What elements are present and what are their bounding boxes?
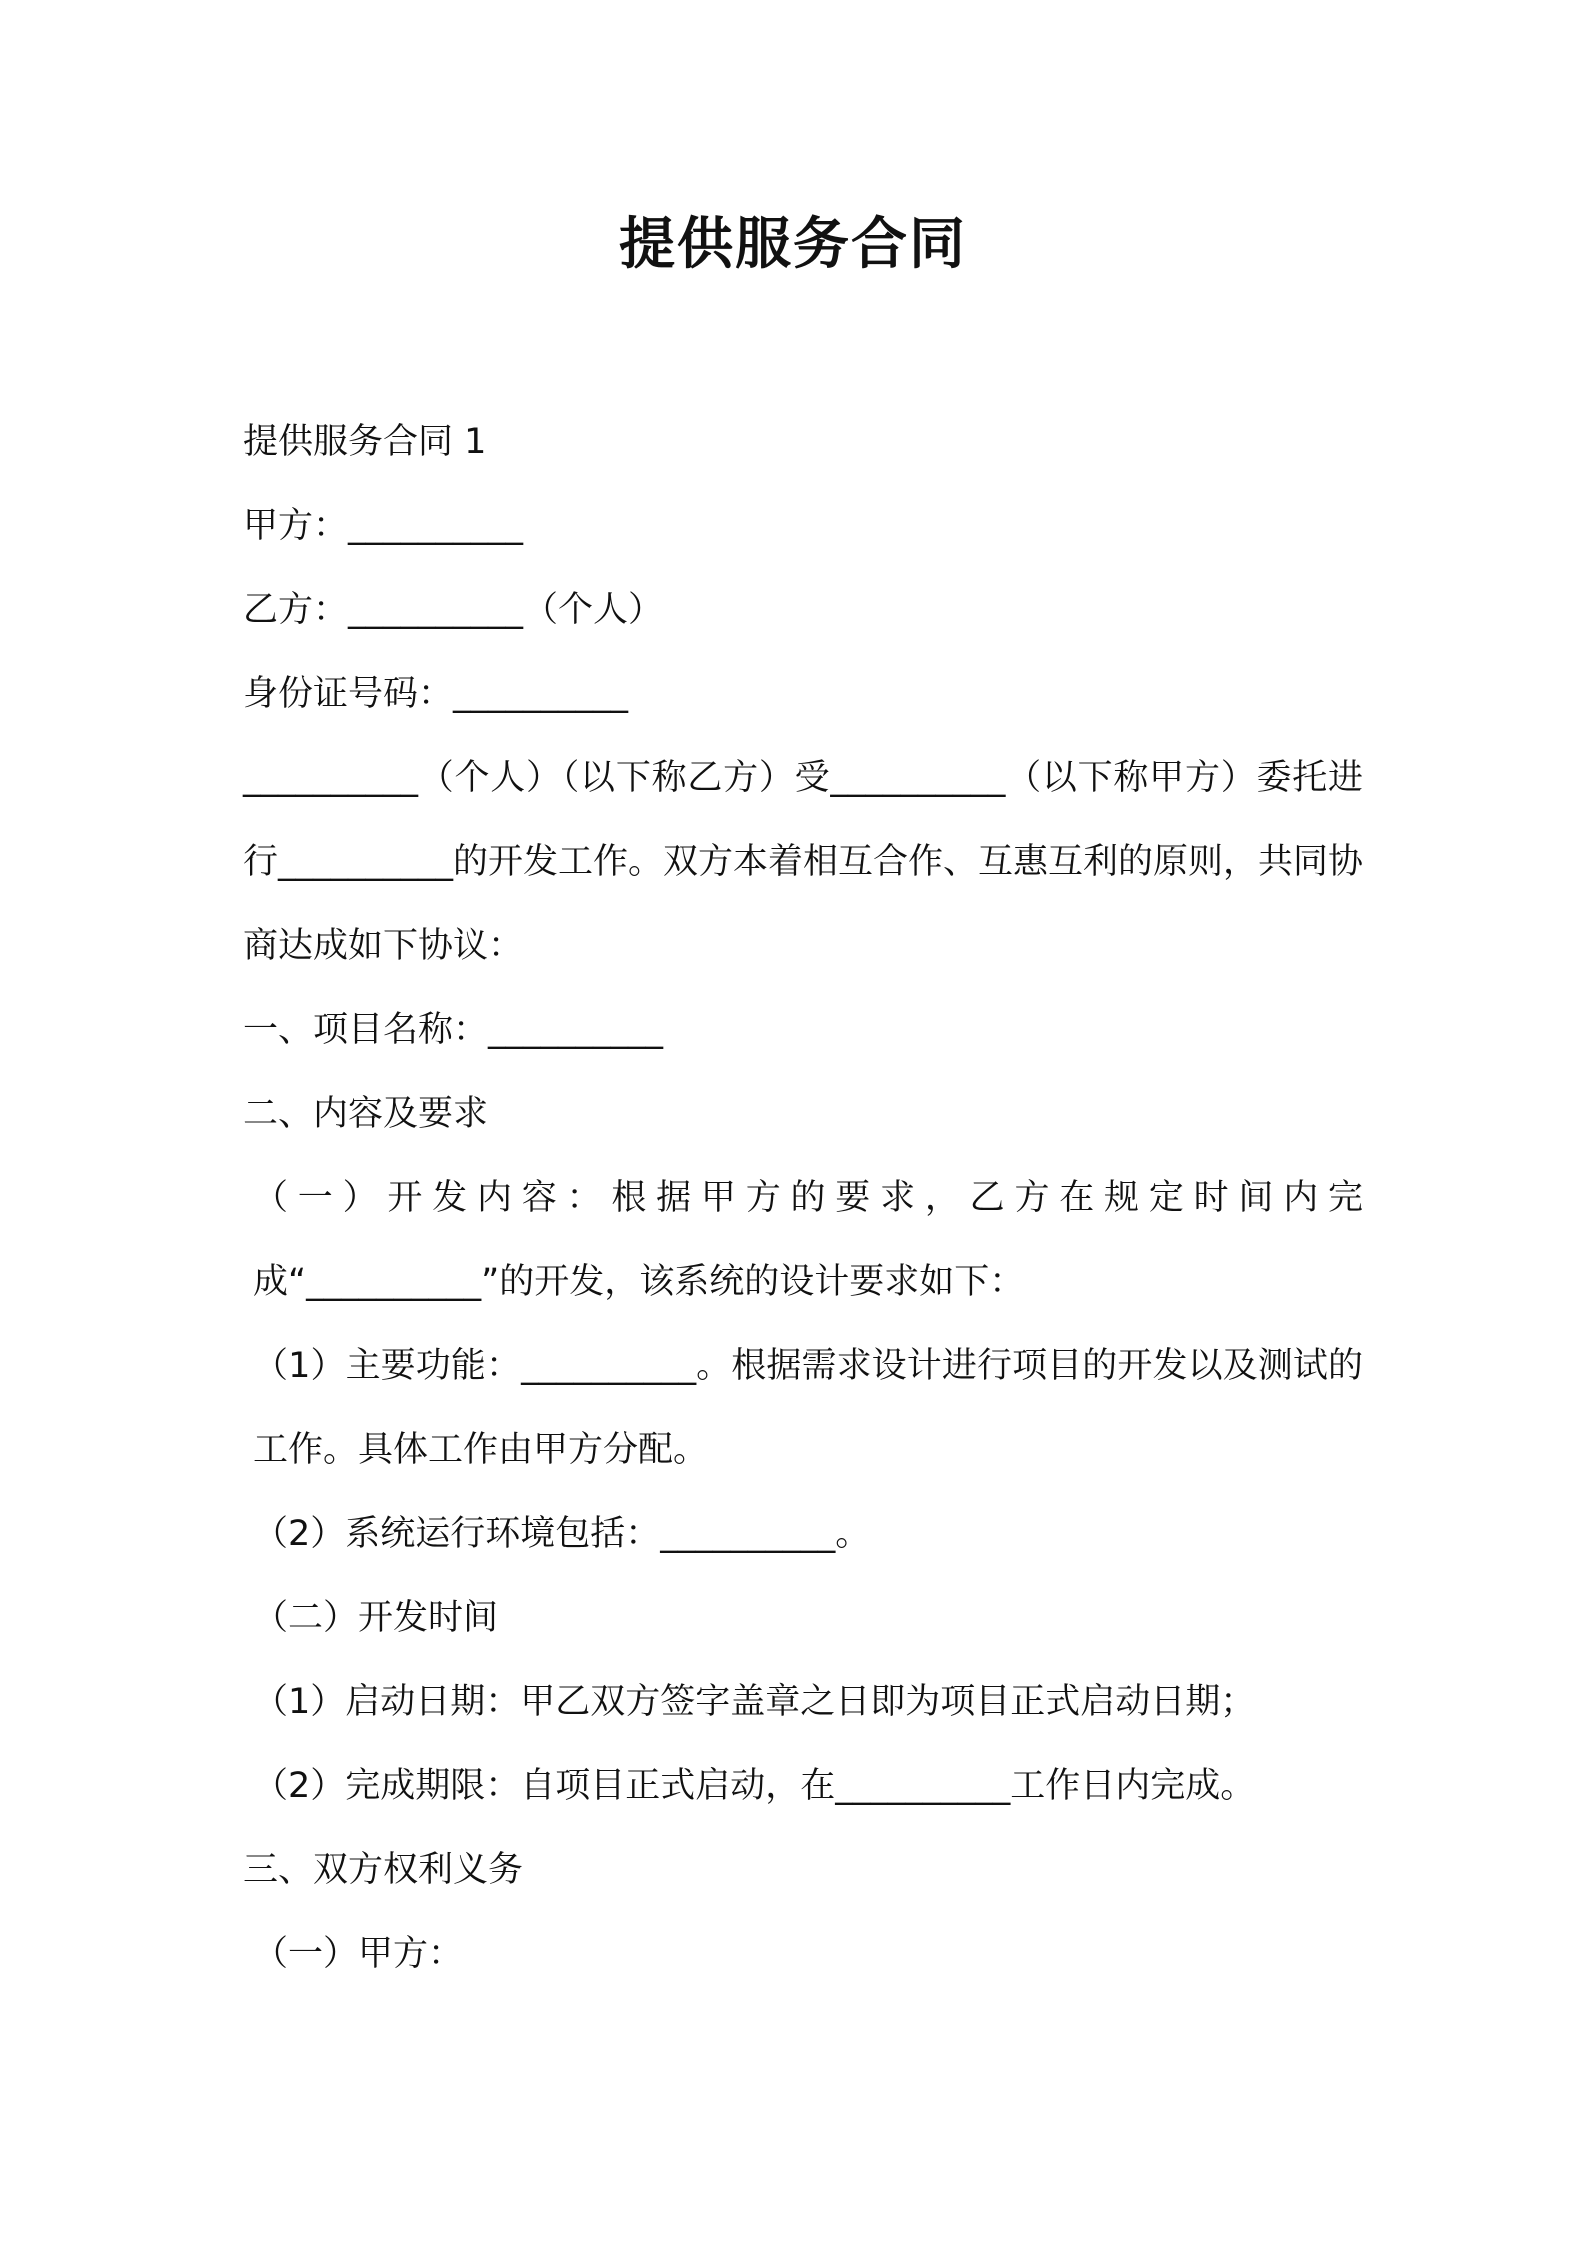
development-content-paragraph: （一）开发内容：根据甲方的要求，乙方在规定时间内完成“__________”的开发，该系统的设计要求如下： (253, 1178, 1363, 1302)
section-heading: 提供服务合同 1 (243, 422, 487, 462)
runtime-environment-line: （2）系统运行环境包括：__________。 (253, 1514, 871, 1554)
document-body (243, 400, 1363, 1996)
rights-obligations-heading: 三、双方权利义务 (243, 1850, 524, 1890)
project-name-line: 一、项目名称：__________ (243, 1010, 664, 1050)
party-b-line: 乙方：__________（个人） (243, 590, 664, 630)
main-functions-paragraph: （1）主要功能：__________。根据需求设计进行项目的开发以及测试的工作。具体工作由甲方分配。 (253, 1346, 1363, 1470)
party-a-subheading: （一）甲方： (253, 1934, 464, 1974)
party-a-line: 甲方：__________ (243, 506, 524, 546)
start-date-line: （1）启动日期：甲乙双方签字盖章之日即为项目正式启动日期； (253, 1682, 1256, 1722)
development-time-heading: （二）开发时间 (253, 1598, 499, 1638)
deadline-line: （2）完成期限：自项目正式启动，在__________工作日内完成。 (253, 1766, 1256, 1806)
document-title: 提供服务合同 (619, 212, 967, 277)
id-number-line: 身份证号码：__________ (243, 674, 629, 714)
content-requirements-heading: 二、内容及要求 (243, 1094, 489, 1134)
preamble-paragraph: __________（个人）（以下称乙方）受__________（以下称甲方）委托进行__________的开发工作。双方本着相互合作、互惠互利的原则，共同协商达成如下协议： (243, 758, 1364, 966)
